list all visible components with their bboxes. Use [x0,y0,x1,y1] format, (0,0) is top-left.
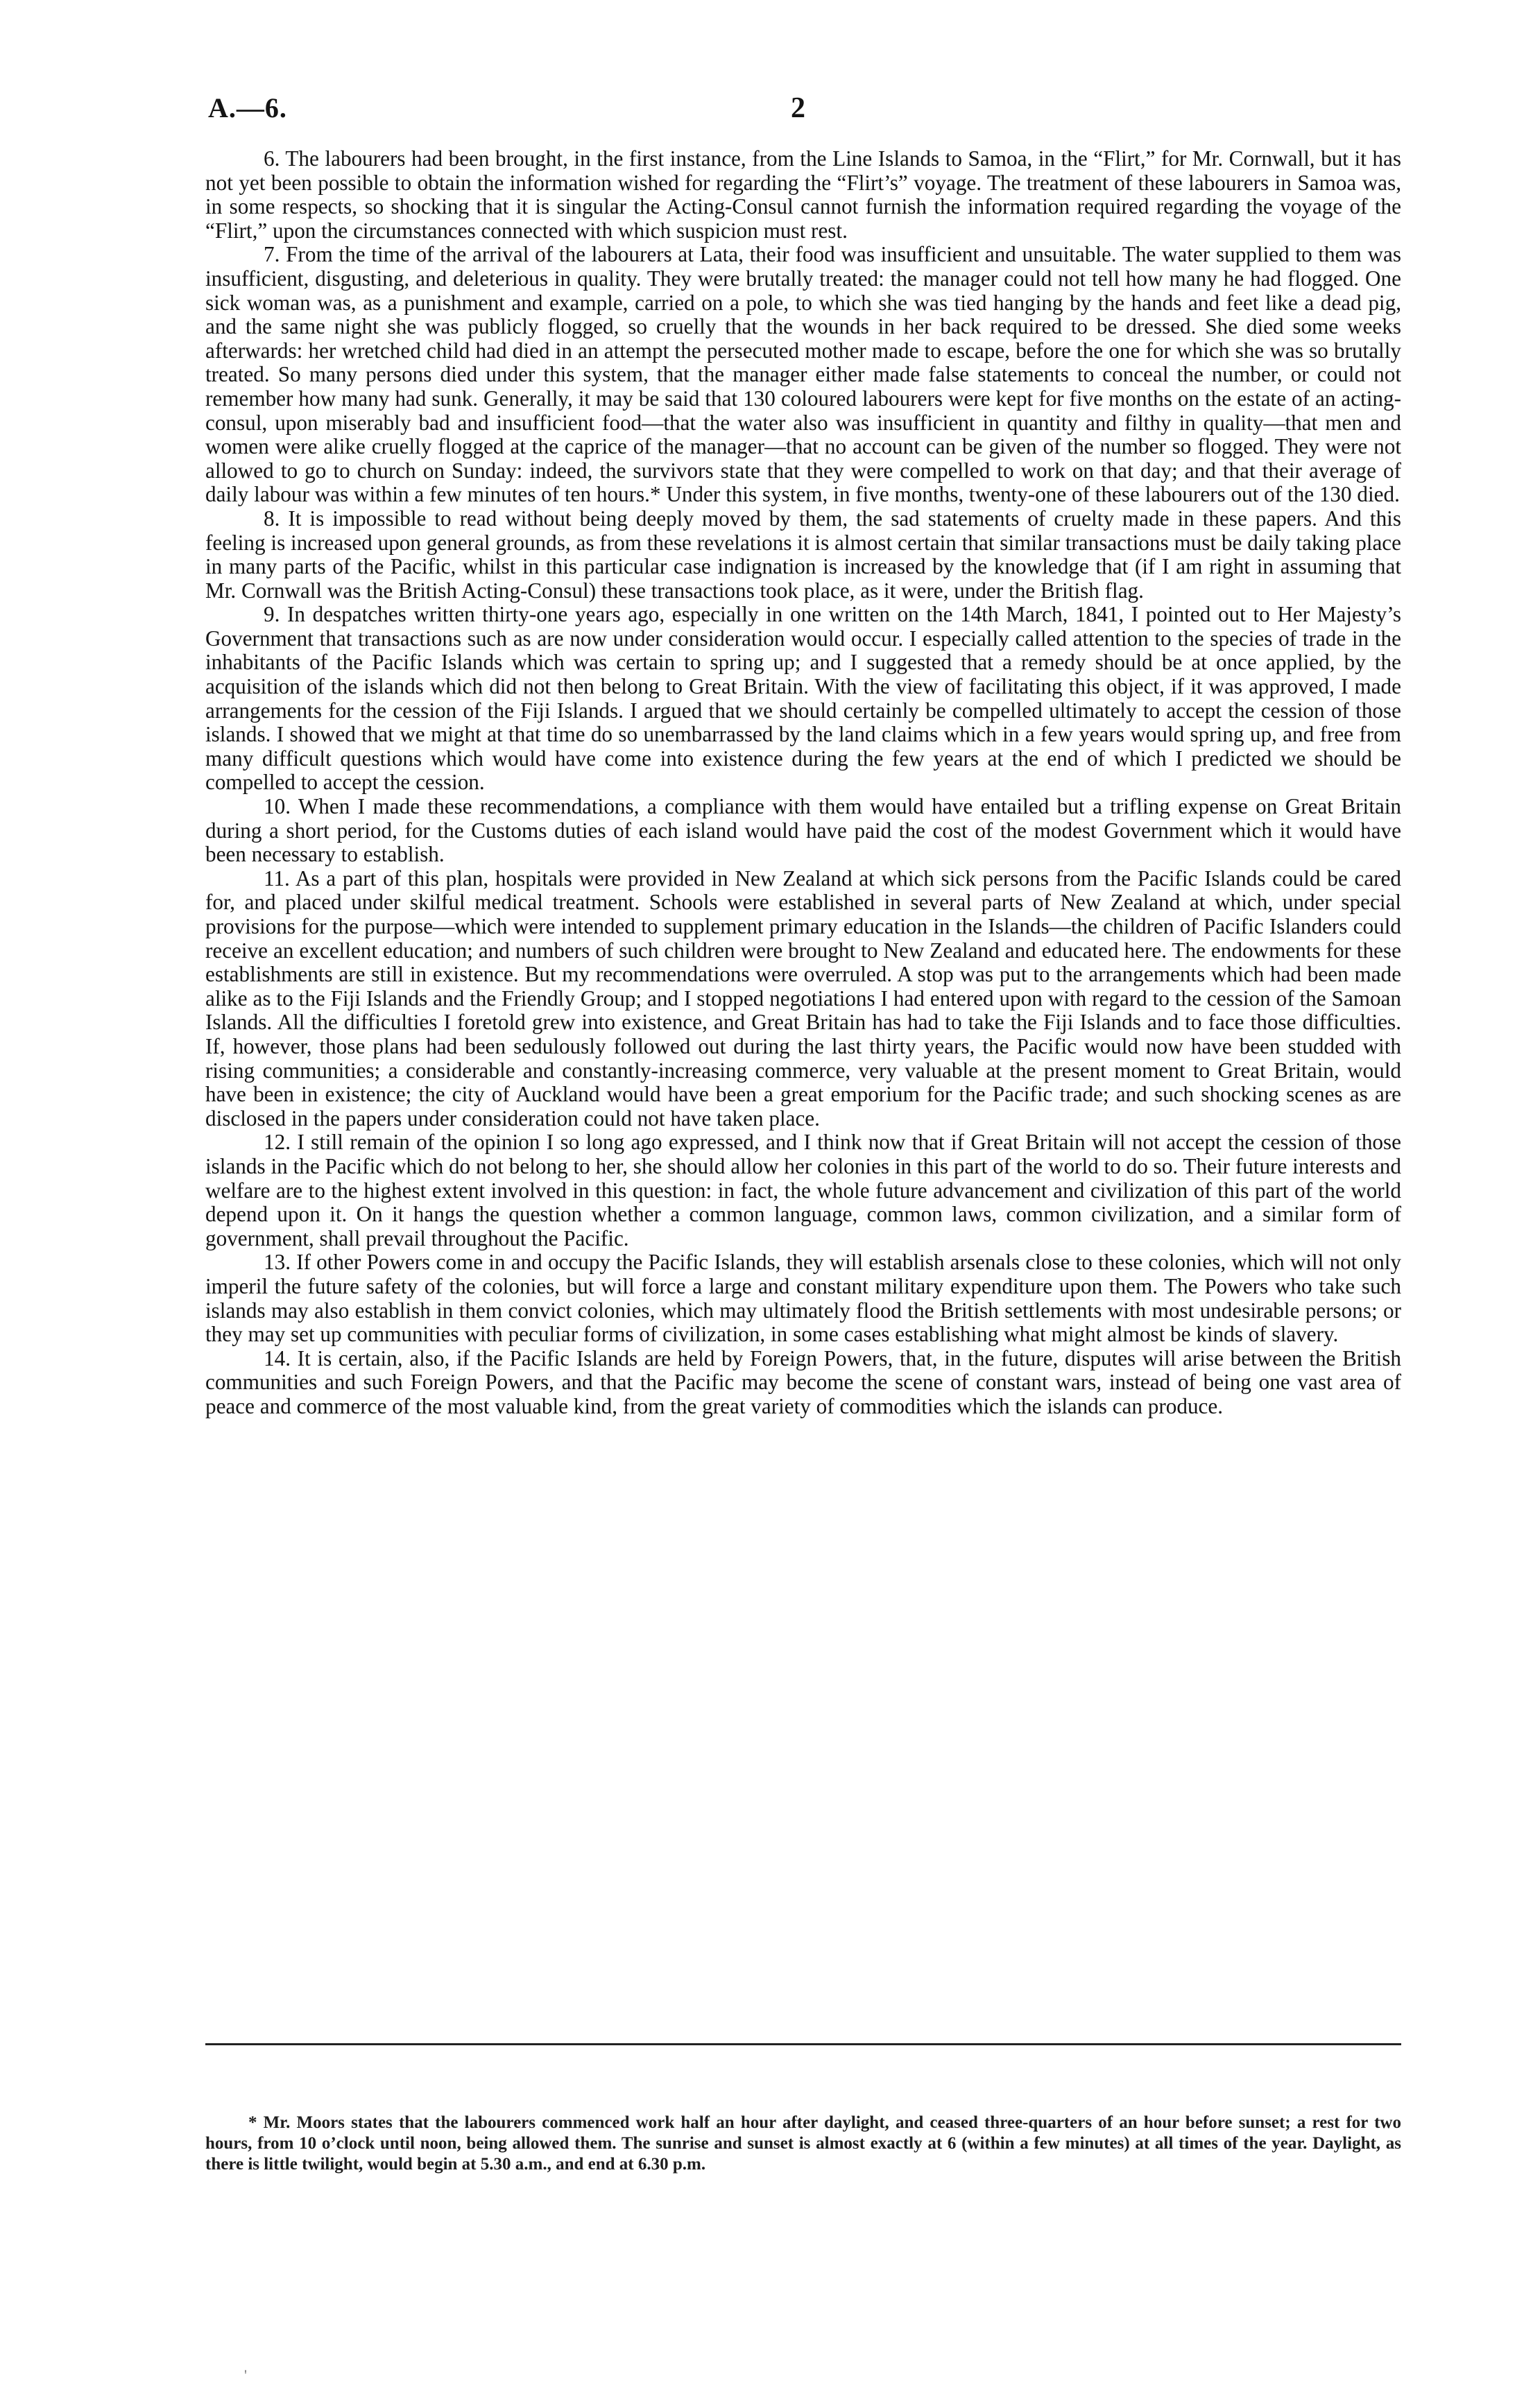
paragraph-9: 9. In despatches written thirty-one years ago, especially in one written on the 14th March, 1841, I pointed out to Her Majesty’s Government that transactions such as are now under consideration would occur. I especially called attention to the species of trade in the inhabitants of the Pacific Islands which was certain to spring up; and I suggested that a remedy should be at once applied, by the acquisition of the islands which did not then belong to Great Britain. With the view of facilitating this object, if it was approved, I made arrangements for the cession of the Fiji Islands. I argued that we should certainly be compelled ultimately to accept the cession of those islands. I showed that we might at that time do so unembarrassed by the land claims which in a few years would spring up, and free from many difficult questions which would have come into existence during the few years at the end of which I predicted we should be compelled to accept the cession. [205,602,1401,795]
paragraph-7: 7. From the time of the arrival of the labourers at Lata, their food was insufficient and unsuitable. The water supplied to them was insufficient, disgusting, and deleterious in quality. They were brutally treated: the manager could not tell how many he had flogged. One sick woman was, as a punishment and example, carried on a pole, to which she was tied hanging by the hands and feet like a dead pig, and the same night she was publicly flogged, so cruelly that the wounds in her back required to be dressed. She died some weeks afterwards: her wretched child had died in an attempt the persecuted mother made to escape, before the one for which she was so brutally treated. So many persons died under this system, that the manager either made false statements to conceal the number, or could not remember how many had sunk. Generally, it may be said that 130 coloured labourers were kept for five months on the estate of an acting-consul, upon miserably bad and insufficient food—that the water also was insufficient in quantity and filthy in quality—that men and women were alike cruelly flogged at the caprice of the manager—that no account can be given of the number so flogged. They were not allowed to go to church on Sunday: indeed, the survivors state that they were compelled to work on that day; and that their average of daily labour was within a few minutes of ten hours.* Under this system, in five months, twenty-one of these labourers out of the 130 died. [205,242,1401,507]
footnote-divider [205,2043,1401,2045]
paragraph-13: 13. If other Powers come in and occupy the Pacific Islands, they will establish arsenals close to these colonies, which will not only imperil the future safety of the colonies, but will force a large and constant military expenditure upon them. The Powers who take such islands may also establish in them convict colonies, which may ultimately flood the British settlements with most undesirable persons; or they may set up communities with peculiar forms of civilization, in some cases establishing what might almost be kinds of slavery. [205,1250,1401,1347]
paragraph-8: 8. It is impossible to read without being deeply moved by them, the sad statements of cruelty made in these papers. And this feeling is increased upon general grounds, as from these revelations it is almost certain that similar transactions must be daily taking place in many parts of the Pacific, whilst in this particular case indignation is increased by the knowledge that (if I am right in assuming that Mr. Cornwall was the British Acting-Consul) these transactions took place, as it were, under the British flag. [205,506,1401,603]
paragraph-14: 14. It is certain, also, if the Pacific Islands are held by Foreign Powers, that, in the future, disputes will arise between the British communities and such Foreign Powers, and that the Pacific may become the scene of constant wars, instead of being one vast area of peace and commerce of the most valuable kind, from the great variety of commodities which the islands can produce. [205,1345,1401,1418]
paragraph-11: 11. As a part of this plan, hospitals were provided in New Zealand at which sick persons from the Pacific Islands could be cared for, and placed under skilful medical treatment. Schools were established in several parts of New Zealand at which, under special provisions for the purpose—which were intended to supplement primary education in the Islands—the children of Pacific Islanders could receive an excellent education; and numbers of such children were brought to New Zealand and educated here. The endowments for these establishments are still in existence. But my recommendations were overruled. A stop was put to the arrangements which had been made alike as to the Fiji Islands and the Friendly Group; and I stopped negotiations I had entered upon with regard to the cession of the Samoan Islands. All the difficulties I foretold grew into existence, and Great Britain has had to take the Fiji Islands and to face those difficulties. If, however, those plans had been sedulously followed out during the last thirty years, the Pacific would now have been studded with rising communities; a considerable and constantly-increasing commerce, very valuable at the present moment to Great Britain, would have been in existence; the city of Auckland would have been a great emporium for the Pacific trade; and such shocking scenes as are disclosed in the papers under consideration could not have taken place. [205,866,1401,1130]
paragraph-6: 6. The labourers had been brought, in the first instance, from the Line Islands to Samoa, in the “Flirt,” for Mr. Cornwall, but it has not yet been possible to obtain the information wished for regarding the “Flirt’s” voyage. The treatment of these labourers in Samoa was, in some respects, so shocking that it is singular the Acting-Consul cannot furnish the information required regarding the voyage of the “Flirt,” upon the circumstances connected with which suspicion must rest. [205,146,1401,243]
margin-mark: ' [244,2366,247,2384]
paragraph-10: 10. When I made these recommendations, a compliance with them would have entailed but a trifling expense on Great Britain during a short period, for the Customs duties of each island would have paid the cost of the modest Government which it would have been necessary to establish. [205,794,1401,867]
paragraph-12: 12. I still remain of the opinion I so long ago expressed, and I think now that if Great Britain will not accept the cession of those islands in the Pacific which do not belong to her, she should allow her colonies in this part of the world to do so. Their future interests and welfare are to the highest extent involved in this question: in fact, the whole future advancement and civilization of this part of the world depend upon it. On it hangs the question whether a common language, common laws, common civilization, and a similar form of government, shall prevail throughout the Pacific. [205,1130,1401,1250]
document-body [205,147,1401,1418]
page-header [208,92,1401,133]
document-reference: A.—6. [208,92,287,123]
page-number: 2 [791,92,805,124]
footnote-text: * Mr. Moors states that the labourers commenced work half an hour after daylight, and ceased three-quarters of an hour before sunset; a rest for two hours, from 10 o’clock until noon, being allowed them. The sunrise and sunset is almost exactly at 6 (within a few minutes) at all times of the year. Daylight, as there is little twilight, would begin at 5.30 a.m., and end at 6.30 p.m. [205,2113,1401,2174]
footnote [205,2113,1401,2175]
